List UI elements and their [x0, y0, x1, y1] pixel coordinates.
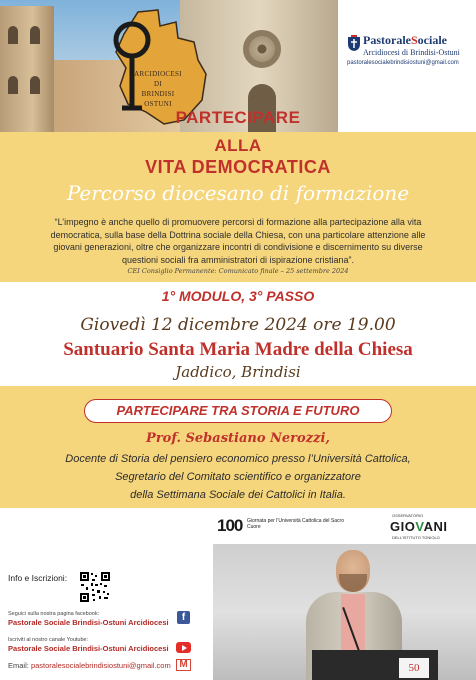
speaker-role-3: della Settimana Sociale dei Cattolici in Italia. — [130, 489, 346, 501]
email-label: Email: — [8, 661, 29, 670]
facebook-page-link[interactable]: Pastorale Sociale Brindisi-Ostuni Arcidiocesi — [8, 618, 169, 627]
logo-title-suffix: ociale — [417, 33, 447, 47]
subtitle: Percorso diocesano di formazione — [66, 181, 410, 205]
facebook-icon[interactable]: f — [177, 611, 190, 624]
event-venue: Santuario Santa Maria Madre della Chiesa — [63, 339, 413, 360]
giovani-suffix: ANI — [423, 519, 448, 534]
qr-code[interactable] — [79, 571, 111, 603]
map-label-line: ARCIDIOCESI — [134, 70, 182, 78]
event-date: Giovedì 12 dicembre 2024 ore 19.00 — [80, 315, 396, 335]
event-place: Jaddico, Brindisi — [175, 363, 301, 381]
giovani-sub: DELL’ISTITUTO TONIOLO — [392, 535, 440, 540]
speaker-role-2: Segretario del Comitato scientifico e organizzatore — [115, 471, 361, 483]
speaker-name: Prof. Sebastiano Nerozzi, — [146, 431, 330, 446]
map-label-line: OSTUNI — [144, 100, 172, 108]
map-label — [118, 69, 198, 109]
title-line-2: ALLA — [214, 136, 262, 155]
logo-subtitle: Arcidiocesi di Brindisi-Ostuni — [363, 48, 460, 57]
logo-email[interactable]: pastoralesocialebrindisiostuni@gmail.com — [347, 60, 459, 66]
module-label: 1° MODULO, 3° PASSO — [161, 288, 315, 304]
title-line-3: VITA DEMOCRATICA — [145, 157, 331, 177]
email-line — [8, 661, 171, 670]
section-banner: PARTECIPARE TRA STORIA E FUTURO — [84, 399, 392, 423]
quote-text: “L’impegno è anche quello di promuovere percorsi di formazione alla partecipazione alla vita democratica, sulla base della Dottrina sociale della Chiesa, con una particolare attenzione alle giovani generazioni, oltre che organizzare incontri di condivisione e discernimento su diverse questioni sociali fra amministratori di ispirazione cristiana”. — [50, 217, 426, 265]
gmail-icon[interactable]: M — [176, 659, 191, 671]
rose-window — [243, 30, 281, 68]
speaker-role-1: Docente di Storia del pensiero economico presso l’Università Cattolica, — [65, 453, 411, 465]
logo-title — [363, 33, 447, 48]
email-link[interactable]: pastoralesocialebrindisiostuni@gmail.com — [30, 661, 171, 670]
quote-source: CEI Consiglio Permanente: Comunicato finale – 25 settembre 2024 — [127, 267, 349, 275]
map-label-line: DI — [154, 80, 162, 88]
youtube-icon[interactable] — [176, 642, 191, 653]
diocese-crest-icon — [347, 34, 361, 52]
logo-100: 100 — [217, 516, 243, 535]
giovani-prefix: GIO — [390, 519, 416, 534]
logo-title-s: S — [410, 33, 418, 47]
giovani-logo — [390, 519, 447, 534]
map-label-line: BRINDISI — [141, 90, 175, 98]
youtube-channel-link[interactable]: Pastorale Sociale Brindisi-Ostuni Arcidiocesi — [8, 644, 169, 653]
speaker-photo — [213, 544, 476, 680]
title-line-1: PARTECIPARE — [175, 108, 301, 127]
youtube-intro: Iscriviti al nostro canale Youtube: — [8, 637, 89, 643]
podium-logo: 50 — [399, 658, 429, 678]
facebook-intro: Seguici sulla nostra pagina facebook: — [8, 611, 100, 617]
giovani-top: OSSERVATORIO — [392, 513, 424, 518]
speaker-shirt — [341, 594, 365, 654]
giovani-v: V — [415, 519, 424, 534]
info-title: Info e Iscrizioni: — [8, 573, 68, 583]
logo-title-prefix: Pastorale — [363, 33, 411, 47]
logo-100-caption: Giornata per l’Università Cattolica del Sacro Cuore — [247, 518, 344, 530]
